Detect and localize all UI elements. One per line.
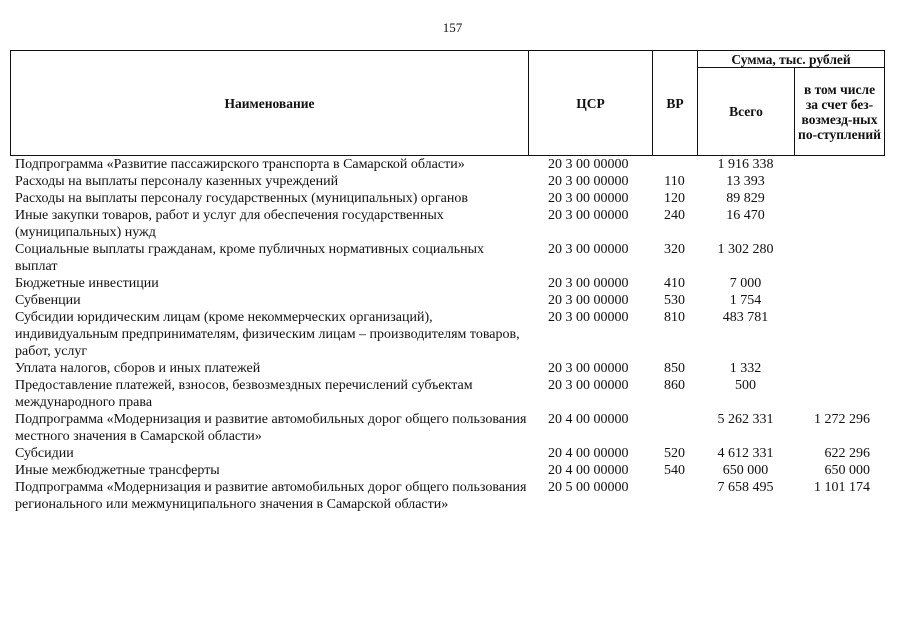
cell-vr: 520 (664, 446, 685, 461)
cell-gratis (794, 173, 884, 190)
table-row (10, 411, 884, 445)
cell-gratis (794, 190, 884, 207)
cell-total: 7 000 (729, 276, 762, 291)
cell-gratis (794, 377, 884, 411)
cell-vr (652, 479, 697, 513)
cell-csr: 20 3 00 00000 (548, 276, 629, 291)
cell-name: Социальные выплаты гражданам, кроме публичных нормативных социальных выплат (15, 242, 484, 274)
table-row (10, 445, 884, 462)
table-row (10, 173, 884, 190)
column-header-csr: ЦСР (529, 51, 653, 156)
cell-gratis (794, 292, 884, 309)
cell-csr: 20 4 00 00000 (548, 412, 629, 427)
cell-name: Бюджетные инвестиции (15, 276, 159, 291)
table-row (10, 190, 884, 207)
cell-gratis (794, 241, 884, 275)
cell-csr: 20 3 00 00000 (548, 208, 629, 223)
cell-name: Субсидии (15, 446, 74, 461)
cell-name: Иные закупки товаров, работ и услуг для обеспечения государственных (муниципальных) нужд (15, 208, 444, 240)
cell-csr: 20 3 00 00000 (548, 174, 629, 189)
cell-vr: 860 (664, 378, 685, 393)
table-row (10, 156, 884, 173)
cell-name: Подпрограмма «Модернизация и развитие автомобильных дорог общего пользования регионального или межмуниципального значения в Самарской области» (15, 480, 527, 512)
cell-total: 483 781 (722, 310, 769, 325)
table-row (10, 360, 884, 377)
page-number: 157 (442, 20, 463, 35)
cell-vr: 850 (664, 361, 685, 376)
cell-total: 500 (735, 378, 756, 393)
budget-table (10, 156, 884, 513)
cell-gratis (794, 309, 884, 360)
cell-csr: 20 3 00 00000 (548, 242, 629, 257)
cell-vr: 320 (664, 242, 685, 257)
cell-name: Расходы на выплаты персоналу казенных учреждений (15, 174, 339, 189)
cell-total: 1 332 (729, 361, 762, 376)
cell-csr: 20 3 00 00000 (548, 310, 629, 325)
cell-gratis: 1 272 296 (814, 412, 870, 427)
cell-vr (652, 411, 697, 445)
cell-vr (652, 156, 697, 173)
table-row (10, 207, 884, 241)
cell-csr: 20 3 00 00000 (548, 191, 629, 206)
cell-csr: 20 3 00 00000 (548, 378, 629, 393)
cell-vr: 530 (664, 293, 685, 308)
cell-gratis (794, 275, 884, 292)
column-header-sum: Сумма, тыс. рублей (698, 51, 885, 68)
cell-csr: 20 5 00 00000 (548, 480, 629, 495)
cell-name: Уплата налогов, сборов и иных платежей (15, 361, 261, 376)
table-row (10, 309, 884, 360)
cell-vr: 810 (664, 310, 685, 325)
cell-gratis (794, 360, 884, 377)
cell-gratis: 622 296 (824, 446, 870, 461)
cell-name: Подпрограмма «Модернизация и развитие автомобильных дорог общего пользования местного значения в Самарской области» (15, 412, 527, 444)
cell-csr: 20 3 00 00000 (548, 157, 629, 172)
table-header (10, 50, 885, 156)
cell-name: Субвенции (15, 293, 81, 308)
cell-gratis: 650 000 (824, 463, 870, 478)
cell-gratis (794, 207, 884, 241)
cell-total: 7 658 495 (717, 480, 774, 495)
cell-csr: 20 3 00 00000 (548, 361, 629, 376)
cell-name: Иные межбюджетные трансферты (15, 463, 220, 478)
cell-csr: 20 3 00 00000 (548, 293, 629, 308)
table-row (10, 241, 884, 275)
column-header-gratis: в том числе за счет без-возмезд-ных по-ступлений (795, 68, 885, 156)
cell-vr: 110 (664, 174, 685, 189)
cell-csr: 20 4 00 00000 (548, 463, 629, 478)
table-row (10, 377, 884, 411)
cell-name: Расходы на выплаты персоналу государственных (муниципальных) органов (15, 191, 468, 206)
cell-gratis (794, 156, 884, 173)
cell-vr: 410 (664, 276, 685, 291)
column-header-total: Всего (698, 68, 795, 156)
table-row (10, 292, 884, 309)
column-header-name: Наименование (11, 51, 529, 156)
cell-vr: 120 (664, 191, 685, 206)
cell-name: Предоставление платежей, взносов, безвозмездных перечислений субъектам международного права (15, 378, 473, 410)
table-row (10, 462, 884, 479)
cell-total: 1 754 (729, 293, 762, 308)
cell-total: 16 470 (726, 208, 765, 223)
cell-total: 650 000 (722, 463, 769, 478)
cell-name: Субсидии юридическим лицам (кроме некоммерческих организаций), индивидуальным предпринимателям, физическим лицам – производителям товаров, работ, услуг (15, 310, 520, 359)
cell-total: 1 916 338 (717, 157, 774, 172)
cell-vr: 240 (664, 208, 685, 223)
cell-vr: 540 (664, 463, 685, 478)
table-row (10, 479, 884, 513)
cell-csr: 20 4 00 00000 (548, 446, 629, 461)
column-header-vr: ВР (653, 51, 698, 156)
cell-name: Подпрограмма «Развитие пассажирского транспорта в Самарской области» (15, 157, 465, 172)
cell-total: 89 829 (726, 191, 765, 206)
cell-total: 13 393 (726, 174, 765, 189)
cell-total: 5 262 331 (717, 412, 774, 427)
cell-total: 4 612 331 (717, 446, 774, 461)
table-row (10, 275, 884, 292)
cell-gratis: 1 101 174 (814, 480, 870, 495)
cell-total: 1 302 280 (717, 242, 774, 257)
